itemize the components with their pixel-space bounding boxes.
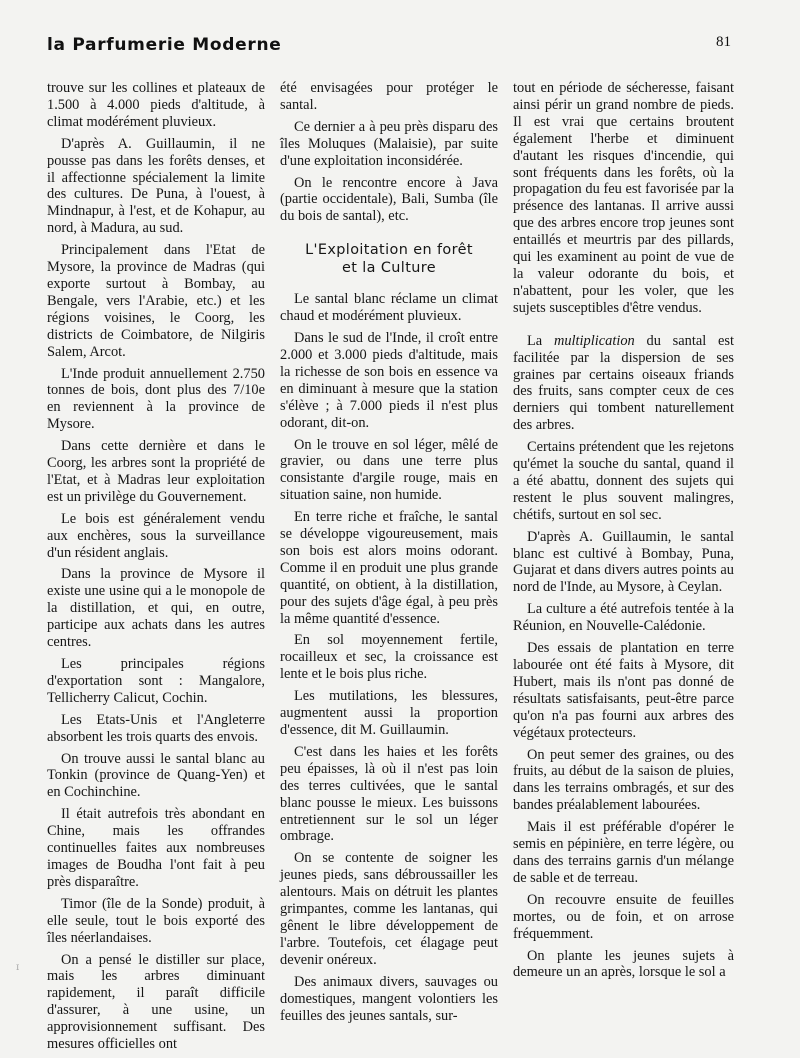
paragraph: D'après A. Guillaumin, il ne pousse pas dans les forêts denses, et il affectionne spécialement la limite des cultures. De Puna, à l'ouest, à Mindnapur, à l'est, et de Kohapur, au nord, à Madura, au sud. [47,135,265,237]
paragraph: Il était autrefois très abondant en Chine, mais les offrandes continuelles faites aux nombreuses images de Boudha l'ont fait à peu près disparaître. [47,806,265,890]
paragraph: La culture a été autrefois tentée à la Réunion, en Nouvelle-Calédonie. [513,601,734,635]
paragraph: Dans la province de Mysore il existe une usine qui a le monopole de la distillation, et qui, en outre, participe aux achats dans les autres centres. [47,566,265,651]
paragraph: On a pensé le distiller sur place, mais les arbres diminuant rapidement, il paraît difficile d'assurer, à une usine, un approvisionnement suffisant. Des mesures officielles ont [47,951,265,1053]
paragraph [513,333,734,434]
paragraph: En sol moyennement fertile, rocailleux et sec, la croissance est lente et le bois plus riche. [280,632,498,683]
paragraph: Dans le sud de l'Inde, il croît entre 2.000 et 3.000 pieds d'altitude, mais la richesse de son bois en essence va en diminuant à mesure que la station s'élève ; à 7.000 pieds il n'est plus odorant, dit-on. [280,330,498,431]
paragraph: On le trouve en sol léger, mêlé de gravier, ou dans une terre plus consistante d'argile rouge, mais en situation saine, non humide. [280,436,498,504]
paragraph: On peut semer des graines, ou des fruits, au début de la saison de pluies, dans les terrains ombragés, et sur des bandes préalablement labourées. [513,746,734,814]
section-heading-line: et la Culture [341,260,437,277]
paragraph: On plante les jeunes sujets à demeure un an après, lorsque le sol a [513,947,734,981]
journal-title: la Parfumerie Moderne [47,35,282,55]
paragraph: On se contente de soigner les jeunes pieds, sans débroussailler les alentours. Mais on détruit les plantes grimpantes, comme les lantanas, qui gênent le libre développement de l'arbre. Toutefois, cet élagage peut devenir onéreux. [280,850,498,968]
paragraph: Des animaux divers, sauvages ou domestiques, mangent volontiers les feuilles des jeunes santals, sur- [280,973,498,1024]
paragraph: Ce dernier a à peu près disparu des îles Moluques (Malaisie), par suite d'une exploitation inconsidérée. [280,118,498,169]
column-3 [513,80,734,986]
paragraph: L'Inde produit annuellement 2.750 tonnes de bois, dont plus des 7/10e en reviennent à la province de Mysore. [47,365,265,433]
section-heading [280,241,498,277]
column-1 [47,80,265,1058]
paragraph: On recouvre ensuite de feuilles mortes, ou de foin, et on arrose fréquemment. [513,891,734,942]
margin-mark: ɪ [16,962,20,973]
paragraph: C'est dans les haies et les forêts peu épaisses, là où il n'est pas loin des terres cultivées, que le santal blanc pousse le mieux. Les buissons entretiennent sur le sol un léger ombrage. [280,743,498,845]
paragraph: Dans cette dernière et dans le Coorg, les arbres sont la propriété de l'Etat, et à Madras leur exploitation est un privilège du Gouvernement. [47,438,265,505]
paragraph: On trouve aussi le santal blanc au Tonkin (province de Quang-Yen) et en Cochinchine. [47,750,265,801]
paragraph: Mais il est préférable d'opérer le semis en pépinière, en terre légère, ou dans des terrains garnis d'un mélange de sable et de terreau. [513,819,734,886]
paragraph: tout en période de sécheresse, faisant ainsi périr un grand nombre de pieds. Il est vrai que certains broutent également l'herbe et diminuent d'autant les risques d'incendie, qui sont fréquents dans les forêts, où la propagation du feu est favorisée par la présence des lantanas. Il arrive aussi que des arbres encore trop jeunes sont entaillés et meurtris par des pillards, qui les examinent au point de vue de la valeur odorante du bois, et n'abattent, pour les voler, que les sujets susceptibles d'être vendus. [513,80,734,316]
paragraph: D'après A. Guillaumin, le santal blanc est cultivé à Bombay, Puna, Gujarat et dans divers autres points au nord de l'Inde, au Mysore, à Ceylan. [513,528,734,596]
paragraph: Le santal blanc réclame un climat chaud et modérément pluvieux. [280,291,498,325]
paragraph: Les principales régions d'exportation sont : Mangalore, Tellicherry Calicut, Cochin. [47,656,265,706]
paragraph: trouve sur les collines et plateaux de 1.500 à 4.000 pieds d'altitude, à climat modérément pluvieux. [47,80,265,130]
paragraph: Timor (île de la Sonde) produit, à elle seule, tout le bois exporté des îles néerlandaises. [47,895,265,946]
paragraph: Certains prétendent que les rejetons qu'émet la souche du santal, quand il a été abattu, donnent des sujets qui restent le plus souvent malingres, chétifs, surtout en sol sec. [513,439,734,523]
paragraph: Les Etats-Unis et l'Angleterre absorbent les trois quarts des envois. [47,711,265,745]
text-run: du santal est facilitée par la dispersion de ses graines par certains oiseaux friands des fruits, sans compter ceux de ces derniers qui tombent naturellement des arbres. [513,332,734,434]
page-number: 81 [716,34,731,50]
paragraph: On le rencontre encore à Java (partie occidentale), Bali, Sumba (île du bois de santal), etc. [280,174,498,225]
emphasis-word: multiplication [553,332,635,349]
paragraph: En terre riche et fraîche, le santal se développe vigoureusement, mais son bois est alors moins odorant. Comme il en produit une plus grande quantité, on obtient, à la distillation, pour des sujets d'âge égal, à peu près la même quantité d'essence. [280,509,498,627]
column-2 [280,80,498,1029]
section-heading-line: L'Exploitation en forêt [305,242,473,259]
text-run: La [527,332,554,349]
paragraph: Des essais de plantation en terre labourée ont été faits à Mysore, dit Hubert, mais ils n'ont pas donné de résultats satisfaisants, peut-être parce qu'on n'a pas fourni aux arbres des végétaux protecteurs. [513,640,734,741]
paragraph: Les mutilations, les blessures, augmentent aussi la proportion d'essence, dit M. Guillaumin. [280,688,498,738]
paragraph: Le bois est généralement vendu aux enchères, sous la surveillance d'un résident anglais. [47,510,265,561]
paragraph: Principalement dans l'Etat de Mysore, la province de Madras (qui exporte surtout à Bombay, au Bengale, vers l'Arabie, etc.) et les régions voisines, le Coorg, les districts de Coimbatore, de Nilgiris Salem, Arcot. [47,242,265,360]
paragraph: été envisagées pour protéger le santal. [280,80,498,113]
page-header [0,0,800,60]
